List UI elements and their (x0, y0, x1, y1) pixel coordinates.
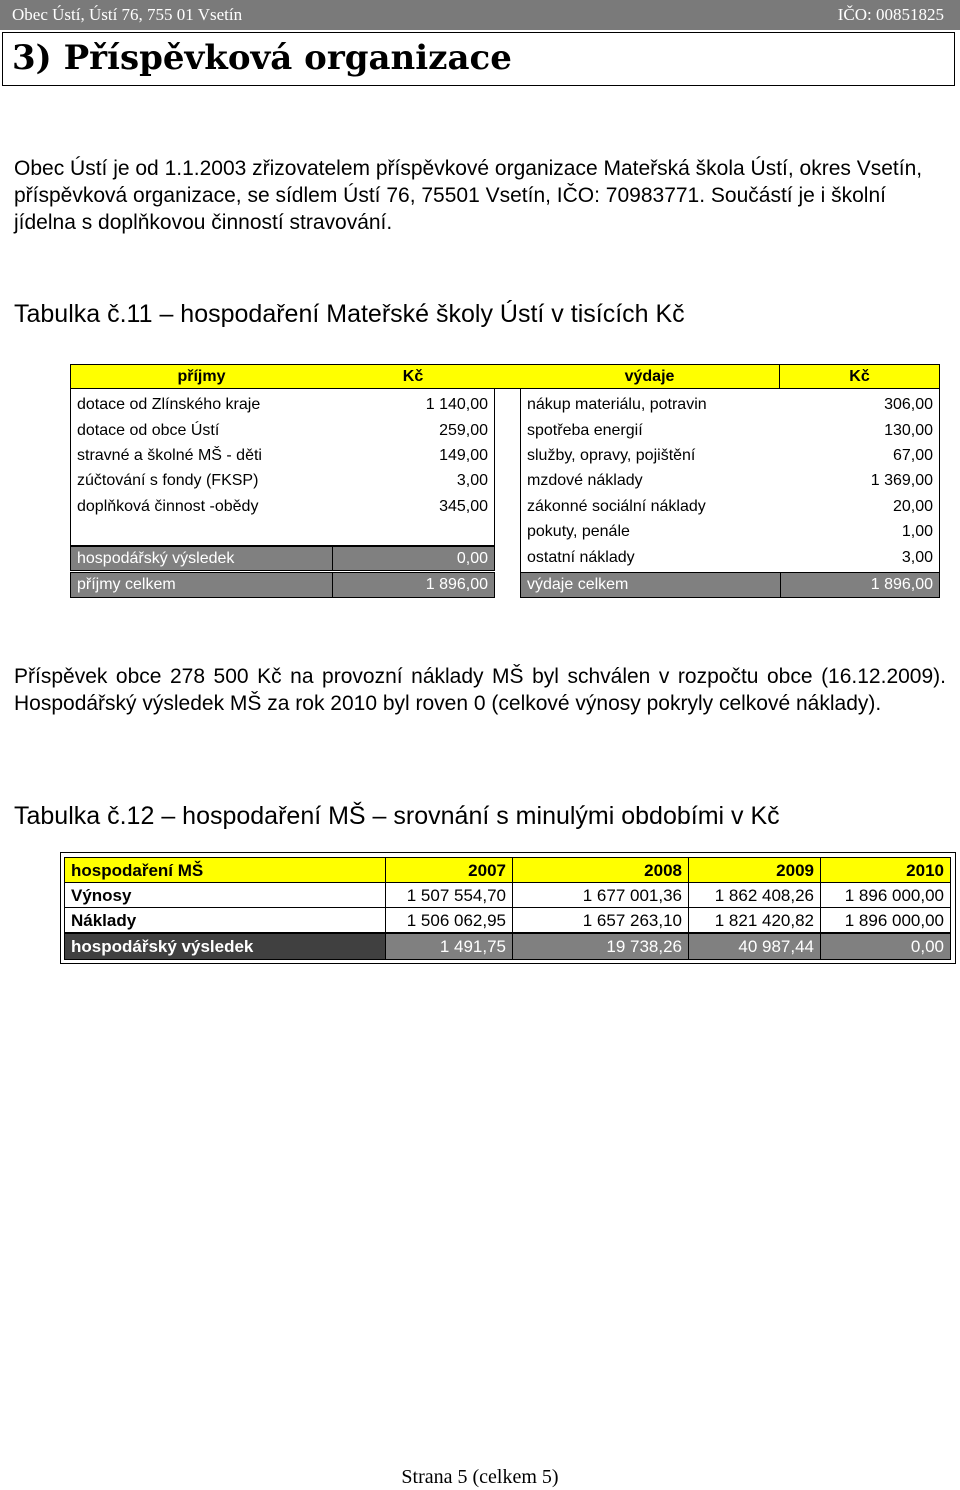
table2-header-year: 2008 (512, 857, 689, 883)
table2-cell: 1 896 000,00 (820, 907, 951, 933)
expense-label: služby, opravy, pojištění (527, 447, 696, 464)
expense-value: 67,00 (892, 447, 933, 464)
income-label: stravné a školné MŠ - děti (77, 447, 262, 464)
table1-header-expense-kc: Kč (780, 364, 940, 389)
income-label: doplňková činnost -obědy (77, 498, 259, 515)
table2-cell: 1 507 554,70 (385, 882, 513, 908)
expense-label: spotřeba energií (527, 422, 643, 439)
income-total-value: 1 896,00 (332, 572, 495, 598)
expense-value: 306,00 (884, 396, 933, 413)
income-label: zúčtování s fondy (FKSP) (77, 472, 259, 489)
table2-header-year: 2009 (688, 857, 821, 883)
expense-label: nákup materiálu, potravin (527, 396, 707, 413)
income-value: 149,00 (439, 447, 488, 464)
table2-header-year: 2010 (820, 857, 951, 883)
page-footer: Strana 5 (celkem 5) (401, 1466, 559, 1488)
result-value: 0,00 (332, 546, 495, 571)
table2-row-label: Náklady (64, 907, 386, 933)
income-value: 345,00 (439, 498, 488, 515)
expense-value: 1,00 (901, 523, 933, 540)
table2-cell: 1 821 420,82 (688, 907, 821, 933)
header-ico: IČO: 00851825 (837, 5, 944, 24)
expense-total-value: 1 896,00 (780, 572, 940, 598)
table2-cell: 1 677 001,36 (512, 882, 689, 908)
table2-row-label: Výnosy (64, 882, 386, 908)
expense-value: 1 369,00 (870, 472, 933, 489)
income-label: dotace od Zlínského kraje (77, 396, 261, 413)
table2-header-year: 2007 (385, 857, 513, 883)
income-value: 259,00 (439, 422, 488, 439)
income-value: 1 140,00 (425, 396, 488, 413)
expense-label: mzdové náklady (527, 472, 643, 489)
table2-cell: 0,00 (820, 933, 951, 960)
expense-value: 20,00 (892, 498, 933, 515)
table1-header-income-kc: Kč (332, 364, 494, 389)
table2-cell: 1 862 408,26 (688, 882, 821, 908)
expense-value: 3,00 (901, 549, 933, 566)
header-address: Obec Ústí, Ústí 76, 755 01 Vsetín (12, 5, 243, 24)
table2-cell: 1 657 263,10 (512, 907, 689, 933)
intro-paragraph: Obec Ústí je od 1.1.2003 zřizovatelem příspěvkové organizace Mateřská škola Ústí, okres Vsetín, příspěvková organizace, se sídlem Ústí 76, 75501 Vsetín, IČO: 70983771. Součástí je i školní jídelna s doplňkovou činností stravování. (14, 157, 923, 234)
income-total-label: příjmy celkem (70, 572, 333, 598)
budget-paragraph: Příspěvek obce 278 500 Kč na provozní náklady MŠ byl schválen v rozpočtu obce (16.12.2009). Hospodářský výsledek MŠ za rok 2010 byl roven 0 (celkové výnosy pokryly celkové náklady). (14, 665, 946, 715)
table1-header-expense: výdaje (520, 364, 780, 389)
expense-label: zákonné sociální náklady (527, 498, 706, 515)
expense-total-label: výdaje celkem (520, 572, 781, 598)
table2-caption: Tabulka č.12 – hospodaření MŠ – srovnání s minulými obdobími v Kč (14, 802, 780, 830)
table2-cell: 1 506 062,95 (385, 907, 513, 933)
table2-cell: 40 987,44 (688, 933, 821, 960)
income-value: 3,00 (456, 472, 488, 489)
section-title: 3) Příspěvková organizace (12, 38, 512, 78)
table2-row-label: hospodářský výsledek (64, 933, 386, 960)
expense-label: ostatní náklady (527, 549, 635, 566)
expense-label: pokuty, penále (527, 523, 630, 540)
table2-cell: 1 896 000,00 (820, 882, 951, 908)
table1-caption: Tabulka č.11 – hospodaření Mateřské školy Ústí v tisících Kč (14, 300, 685, 328)
table2-cell: 19 738,26 (512, 933, 689, 960)
income-label: dotace od obce Ústí (77, 422, 220, 439)
table2-header-label: hospodaření MŠ (64, 857, 386, 883)
expense-value: 130,00 (884, 422, 933, 439)
table1-header-income: příjmy (70, 364, 332, 389)
table2-cell: 1 491,75 (385, 933, 513, 960)
result-label: hospodářský výsledek (70, 546, 333, 571)
